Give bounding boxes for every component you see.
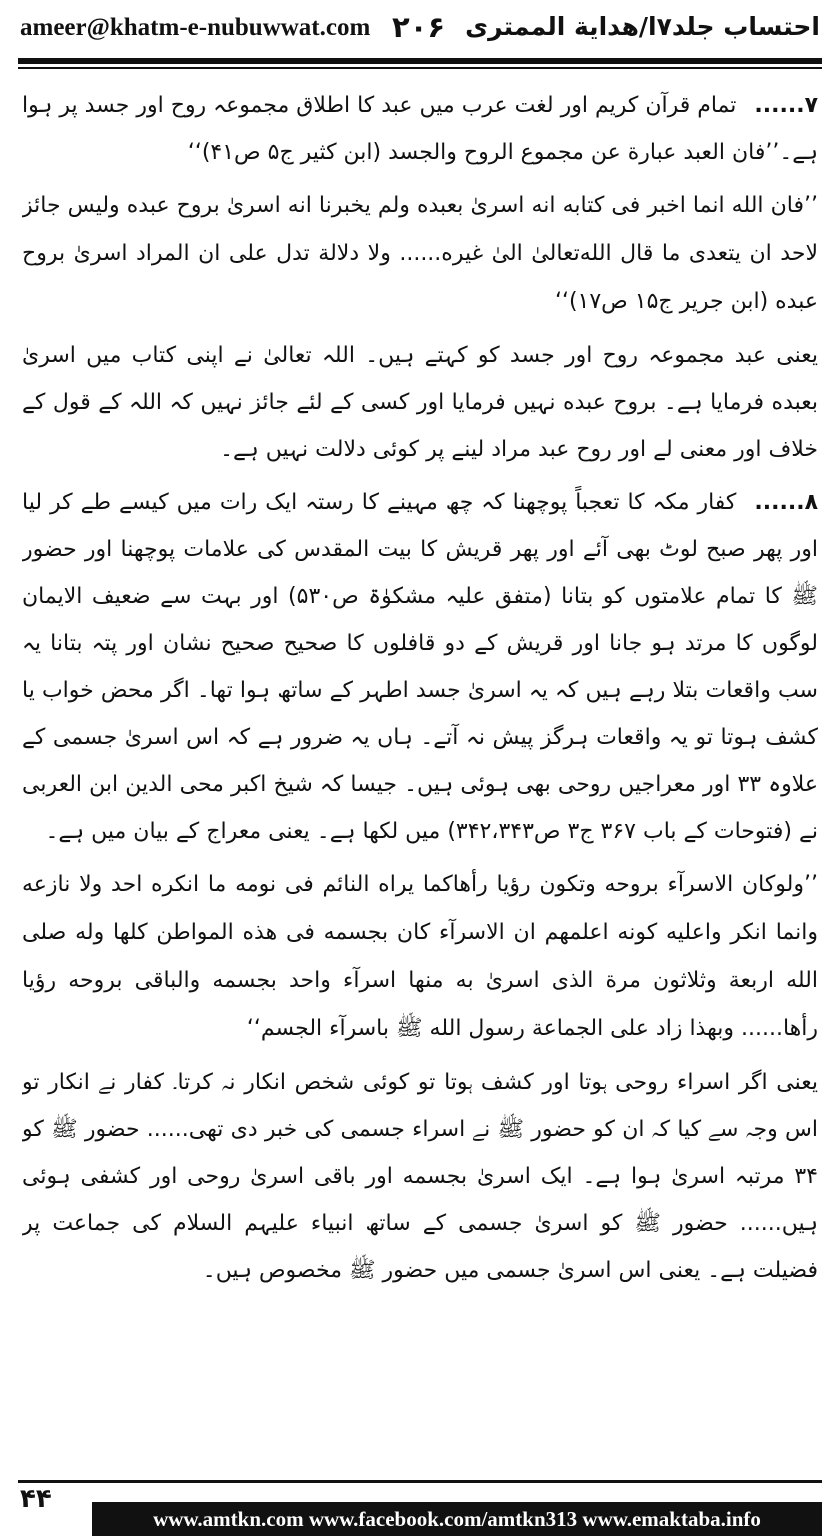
paragraph-8: [22, 479, 818, 855]
page-body: [22, 82, 818, 1457]
header-rule-thick: [18, 58, 822, 64]
paragraph-7-number: ۷......: [754, 93, 818, 118]
page-header: [0, 0, 840, 62]
urdu-translation: یعنی اگر اسراء روحی ہوتا اور کشف ہوتا تو کوئی شخص انکار نہ کرتا۔ کفار نے انکار تو اس وجہ سے کیا کہ ان کو حضور ﷺ نے اسراء جسمی کی خبر دی تھی...... حضور ﷺ کو ۳۴ مرتبہ اسرىٰ ہوا ہے۔ ایک اسرىٰ بجسمه اور باقی اسرىٰ روحی اور کشفی ہوئی ہیں...... حضور ﷺ کو اسرىٰ جسمی کے ساتھ انبیاء علیہم السلام کی جماعت پر فضیلت ہے۔ یعنی اس اسرىٰ جسمی میں حضور ﷺ مخصوص ہیں۔: [22, 1070, 818, 1283]
header-rule-thin: [18, 67, 822, 69]
paragraph-7: [22, 82, 818, 176]
footer-rule: [18, 1480, 822, 1483]
footer-page-number: ۴۴: [20, 1484, 52, 1514]
paragraph-8-number: ۸......: [754, 490, 818, 515]
header-running-title: احتساب جلد۷ا/هداية الممترى: [465, 12, 820, 41]
page-footer: [0, 1476, 840, 1540]
header-page-number: ۲۰۶: [392, 10, 446, 44]
paragraph-7-text: تمام قرآن کریم اور لغت عرب میں عبد کا اطلاق مجموعہ روح اور جسد پر ہوا ہے۔’’فان العبد عبارة عن مجموع الروح والجسد (ابن کثیر ج۵ ص۴۱)‘‘: [22, 93, 818, 165]
arabic-quote-ibn-jarir: ’’فان الله انما اخبر فی کتابه انه اسرىٰ بعبده ولم یخبرنا انه اسرىٰ بروح عبده ولیس جائز لاحد ان یتعدی ما قال الله‌تعالیٰ الیٰ غیره...... ولا دلالة تدل علی ان المراد اسرىٰ بروح عبده (ابن جریر ج۱۵ ص۱۷)‘‘: [22, 193, 818, 314]
arabic-quote-futuhat: ’’ولوکان الاسرآء بروحه وتکون رؤیا رأهاکما یراه النائم فی نومه ما انکره احد ولا نازعه وانما انکر واعلیه کونه اعلمهم ان الاسرآء کان بجسمه فی هذه المواطن کلها وله صلی الله اربعة وثلاثون مرة الذی اسرىٰ به منها اسرآء واحد بجسمه والباقی بروحه رؤیا رأها...... وبهذا زاد علی الجماعة رسول الله ﷺ باسرآء الجسم‘‘: [22, 872, 818, 1041]
header-email: ameer@khatm-e-nubuwwat.com: [20, 14, 371, 41]
paragraph-8-text: کفار مکہ کا تعجباً پوچھنا کہ چھ مہینے کا رستہ ایک رات میں کیسے طے کر لیا اور پھر صبح لوٹ بھی آئے اور پھر قریش کا بیت المقدس کی علامات پوچھنا اور حضور ﷺ کا تمام علامتوں کو بتانا (متفق علیہ مشکوٰۃ ص۵۳۰) اور بہت سے ضعیف الایمان لوگوں کا مرتد ہو جانا اور قریش کے دو قافلوں کا صحیح صحیح نشان اور پتہ بتانا یہ سب واقعات بتلا رہے ہیں کہ یہ اسرىٰ جسد اطہر کے ساتھ ہوا تھا۔ اگر محض خواب یا کشف ہوتا تو یہ واقعات ہرگز پیش نہ آتے۔ ہاں یہ ضرور ہے کہ اس اسرىٰ جسمی کے علاوہ ۳۳ اور معراجیں روحی بھی ہوئی ہیں۔ جیسا کہ شیخ اکبر محی الدین ابن العربی نے (فتوحات کے باب ۳۶۷ ج۳ ص۳۴۲،۳۴۳) میں لکھا ہے۔ یعنی معراج کے بیان میں ہے۔: [22, 490, 818, 844]
footer-links: www.amtkn.com www.facebook.com/amtkn313 www.emaktaba.info: [92, 1502, 822, 1536]
urdu-explanation: یعنی عبد مجموعہ روح اور جسد کو کہتے ہیں۔ اللہ تعالیٰ نے اپنی کتاب میں اسرىٰ بعبده فرمایا ہے۔ بروح عبده نہیں فرمایا اور کسی کے لئے جائز نہیں کہ اللہ کے قول کے خلاف اور معنی لے اور روح عبد مراد لینے پر کوئی دلالت نہیں ہے۔: [22, 343, 818, 462]
